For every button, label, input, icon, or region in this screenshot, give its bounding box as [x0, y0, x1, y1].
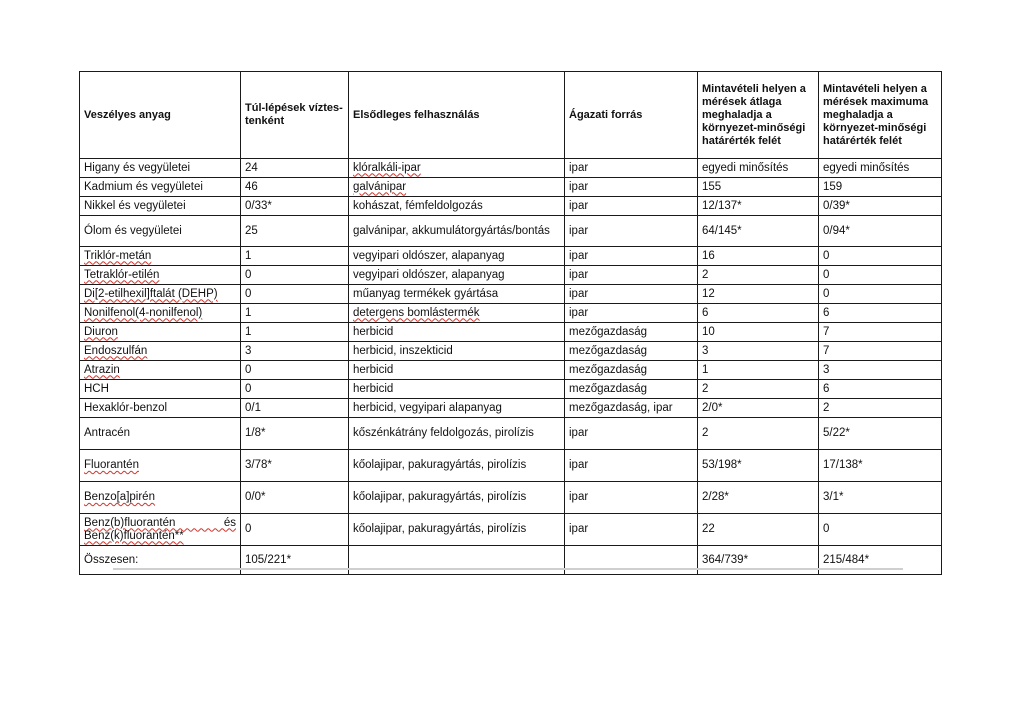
cell-substance: Fluorantén: [80, 450, 241, 482]
table-row: [80, 285, 942, 304]
cell-sector-source: ipar: [565, 482, 698, 514]
table-row: [80, 159, 942, 178]
cell-max-over-half: 0: [819, 266, 942, 285]
cell-sector-source: ipar: [565, 304, 698, 323]
cell-primary-use: kőolajipar, pakuragyártás, pirolízis: [349, 482, 565, 514]
cell-substance: Ólom és vegyületei: [80, 216, 241, 247]
table-row: [80, 380, 942, 399]
cell-sector-source: ipar: [565, 450, 698, 482]
cell-max-over-half: 159: [819, 178, 942, 197]
cell-substance: Benz(b)fluorantén és Benz(k)fluorantén**: [80, 514, 241, 546]
header-mean-over-half: Mintavételi helyen a mérések átlaga meghaladja a környezet-minőségi határérték felét: [698, 72, 819, 159]
cell-primary-use: vegyipari oldószer, alapanyag: [349, 266, 565, 285]
table-row: [80, 266, 942, 285]
cell-primary-use: herbicid, vegyipari alapanyag: [349, 399, 565, 418]
cell-exceedances: 3: [241, 342, 349, 361]
cell-mean-over-half: 22: [698, 514, 819, 546]
cell-substance: Di[2-etilhexil]ftalát (DEHP): [80, 285, 241, 304]
cell-substance: Diuron: [80, 323, 241, 342]
cell-substance: HCH: [80, 380, 241, 399]
table-row: [80, 197, 942, 216]
cell-mean-over-half: 64/145*: [698, 216, 819, 247]
total-exceedances: 105/221*: [241, 546, 349, 575]
table-row: [80, 216, 942, 247]
cell-sector-source: ipar: [565, 247, 698, 266]
cell-sector-source: mezőgazdaság: [565, 323, 698, 342]
cell-max-over-half: egyedi minősítés: [819, 159, 942, 178]
table-row: [80, 178, 942, 197]
cell-max-over-half: 6: [819, 380, 942, 399]
cell-sector-source: ipar: [565, 418, 698, 450]
cell-exceedances: 1: [241, 304, 349, 323]
header-primary-use: Elsődleges felhasználás: [349, 72, 565, 159]
cell-sector-source: ipar: [565, 216, 698, 247]
total-sector-source: [565, 546, 698, 575]
total-mean-over-half: 364/739*: [698, 546, 819, 575]
cell-primary-use: vegyipari oldószer, alapanyag: [349, 247, 565, 266]
cell-max-over-half: 3/1*: [819, 482, 942, 514]
total-max-over-half: 215/484*: [819, 546, 942, 575]
cell-exceedances: 3/78*: [241, 450, 349, 482]
hazardous-substances-table: [79, 71, 942, 575]
cell-primary-use: galvánipar: [349, 178, 565, 197]
cell-sector-source: mezőgazdaság: [565, 380, 698, 399]
cell-exceedances: 1: [241, 323, 349, 342]
cell-max-over-half: 0: [819, 285, 942, 304]
cell-exceedances: 1/8*: [241, 418, 349, 450]
table-row: [80, 323, 942, 342]
table-row: [80, 342, 942, 361]
cell-sector-source: ipar: [565, 197, 698, 216]
cell-substance: Antracén: [80, 418, 241, 450]
total-label: Összesen:: [80, 546, 241, 575]
cell-exceedances: 1: [241, 247, 349, 266]
cell-mean-over-half: 12: [698, 285, 819, 304]
cell-primary-use: kőszénkátrány feldolgozás, pirolízis: [349, 418, 565, 450]
table-row: [80, 361, 942, 380]
cell-sector-source: ipar: [565, 514, 698, 546]
cell-mean-over-half: 53/198*: [698, 450, 819, 482]
cell-max-over-half: 0: [819, 514, 942, 546]
table-row: [80, 514, 942, 546]
header-substance: Veszélyes anyag: [80, 72, 241, 159]
table-row: [80, 399, 942, 418]
cell-substance: Atrazin: [80, 361, 241, 380]
cell-primary-use: herbicid, inszekticid: [349, 342, 565, 361]
cell-exceedances: 0: [241, 266, 349, 285]
table-row: [80, 304, 942, 323]
cell-primary-use: herbicid: [349, 361, 565, 380]
cell-sector-source: ipar: [565, 159, 698, 178]
cell-primary-use: kőolajipar, pakuragyártás, pirolízis: [349, 514, 565, 546]
header-sector-source: Ágazati forrás: [565, 72, 698, 159]
cell-primary-use: műanyag termékek gyártása: [349, 285, 565, 304]
cell-sector-source: ipar: [565, 285, 698, 304]
cell-mean-over-half: 2: [698, 418, 819, 450]
cell-primary-use: klóralkáli-ipar: [349, 159, 565, 178]
cell-substance: Nonilfenol(4-nonilfenol): [80, 304, 241, 323]
cell-mean-over-half: 1: [698, 361, 819, 380]
cell-sector-source: mezőgazdaság: [565, 361, 698, 380]
cell-exceedances: 24: [241, 159, 349, 178]
cell-substance: Triklór-metán: [80, 247, 241, 266]
cell-substance: Hexaklór-benzol: [80, 399, 241, 418]
cell-primary-use: herbicid: [349, 380, 565, 399]
page-bottom-rule: [113, 568, 903, 570]
cell-primary-use: detergens bomlástermék: [349, 304, 565, 323]
cell-substance: Benzo[a]pirén: [80, 482, 241, 514]
cell-substance: Tetraklór-etilén: [80, 266, 241, 285]
cell-max-over-half: 0/94*: [819, 216, 942, 247]
cell-mean-over-half: 16: [698, 247, 819, 266]
cell-max-over-half: 7: [819, 323, 942, 342]
cell-max-over-half: 0: [819, 247, 942, 266]
cell-substance: Nikkel és vegyületei: [80, 197, 241, 216]
cell-mean-over-half: 10: [698, 323, 819, 342]
cell-max-over-half: 7: [819, 342, 942, 361]
header-max-over-half: Mintavételi helyen a mérések maximuma meghaladja a környezet-minőségi határérték felét: [819, 72, 942, 159]
cell-exceedances: 46: [241, 178, 349, 197]
cell-sector-source: mezőgazdaság, ipar: [565, 399, 698, 418]
cell-primary-use: galvánipar, akkumulátorgyártás/bontás: [349, 216, 565, 247]
cell-sector-source: ipar: [565, 178, 698, 197]
cell-primary-use: herbicid: [349, 323, 565, 342]
cell-substance: Higany és vegyületei: [80, 159, 241, 178]
cell-mean-over-half: 155: [698, 178, 819, 197]
cell-primary-use: kohászat, fémfeldolgozás: [349, 197, 565, 216]
cell-primary-use: kőolajipar, pakuragyártás, pirolízis: [349, 450, 565, 482]
cell-exceedances: 0/1: [241, 399, 349, 418]
cell-max-over-half: 6: [819, 304, 942, 323]
table-row: [80, 450, 942, 482]
table-row: [80, 247, 942, 266]
cell-max-over-half: 3: [819, 361, 942, 380]
cell-mean-over-half: 6: [698, 304, 819, 323]
cell-max-over-half: 0/39*: [819, 197, 942, 216]
cell-sector-source: mezőgazdaság: [565, 342, 698, 361]
cell-exceedances: 0: [241, 380, 349, 399]
cell-max-over-half: 5/22*: [819, 418, 942, 450]
cell-exceedances: 0: [241, 361, 349, 380]
cell-sector-source: ipar: [565, 266, 698, 285]
cell-mean-over-half: 2/28*: [698, 482, 819, 514]
table-row: [80, 418, 942, 450]
cell-max-over-half: 2: [819, 399, 942, 418]
cell-exceedances: 0/33*: [241, 197, 349, 216]
cell-exceedances: 0: [241, 514, 349, 546]
header-exceedances: Túl-lépések víztes-tenként: [241, 72, 349, 159]
cell-mean-over-half: 2: [698, 380, 819, 399]
cell-exceedances: 0: [241, 285, 349, 304]
cell-exceedances: 25: [241, 216, 349, 247]
cell-substance: Endoszulfán: [80, 342, 241, 361]
table-total-row: [80, 546, 942, 575]
cell-mean-over-half: egyedi minősítés: [698, 159, 819, 178]
cell-substance: Kadmium és vegyületei: [80, 178, 241, 197]
cell-mean-over-half: 3: [698, 342, 819, 361]
total-primary-use: [349, 546, 565, 575]
cell-max-over-half: 17/138*: [819, 450, 942, 482]
cell-exceedances: 0/0*: [241, 482, 349, 514]
cell-mean-over-half: 2: [698, 266, 819, 285]
table-row: [80, 482, 942, 514]
cell-mean-over-half: 12/137*: [698, 197, 819, 216]
table-header-row: [80, 72, 942, 159]
cell-mean-over-half: 2/0*: [698, 399, 819, 418]
